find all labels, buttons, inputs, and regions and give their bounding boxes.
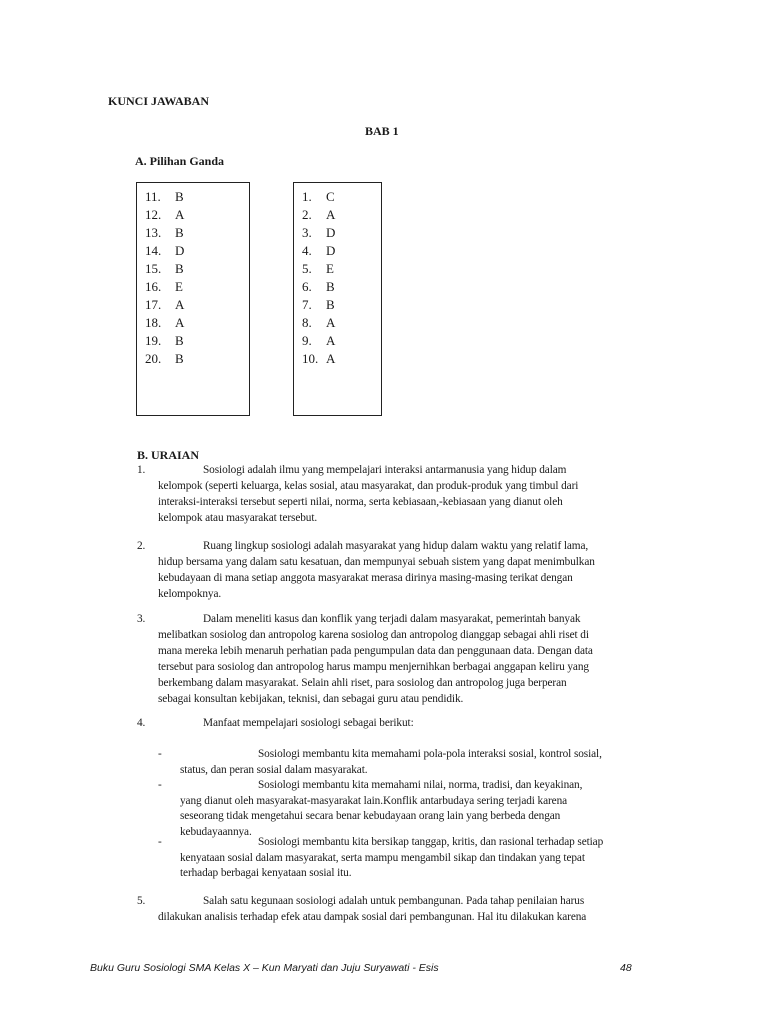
answer-number: 5. bbox=[302, 261, 312, 276]
answer-number: 1. bbox=[302, 189, 312, 204]
answer-letter: B bbox=[175, 261, 184, 276]
essay-line: melibatkan sosiolog dan antropolog karena sosiolog dan antropolog dianggap sebagai ahli riset di bbox=[158, 629, 589, 641]
answer-letter: B bbox=[175, 189, 184, 204]
answer-item bbox=[302, 188, 335, 206]
answer-number: 8. bbox=[302, 315, 312, 330]
answer-item bbox=[302, 260, 335, 278]
answer-letter: A bbox=[175, 207, 185, 222]
bullet-line: yang dianut oleh masyarakat-masyarakat lain.Konflik antarbudaya sering terjadi karena bbox=[180, 794, 568, 807]
answer-item bbox=[145, 224, 184, 242]
essay-line: hidup bersama yang dalam satu kesatuan, dan mempunyai sebuah sistem yang dapat menimbulkan bbox=[158, 556, 595, 568]
essay-number: 4. bbox=[137, 717, 146, 729]
essay-line: mana mereka lebih menaruh perhatian pada pengumpulan data dan penggunaan data. Dengan data bbox=[158, 645, 593, 657]
answer-number: 16. bbox=[145, 279, 162, 294]
answer-letter: D bbox=[326, 225, 336, 240]
answer-letter: B bbox=[175, 333, 184, 348]
answer-item bbox=[145, 206, 184, 224]
answer-item bbox=[145, 278, 184, 296]
essay-line: kebudayaan di mana setiap anggota masyarakat merasa dirinya masing-masing terikat dengan bbox=[158, 572, 573, 584]
essay-line: berkembang dalam masyarakat. Selain ahli riset, para sosiolog dan antropolog juga berperan bbox=[158, 677, 567, 689]
bullet-line: seseorang tidak mengetahui secara benar kebudayaan orang lain yang berbeda dengan bbox=[180, 810, 561, 822]
answer-number: 15. bbox=[145, 261, 162, 276]
answer-letter: A bbox=[326, 333, 336, 348]
essay-number: 2. bbox=[137, 540, 146, 552]
essay-line: Sosiologi adalah ilmu yang mempelajari interaksi antarmanusia yang hidup dalam bbox=[203, 464, 567, 476]
answer-number: 12. bbox=[145, 207, 162, 222]
page-title: KUNCI JAWABAN bbox=[108, 94, 210, 108]
essay-line: Dalam meneliti kasus dan konflik yang terjadi dalam masyarakat, pemerintah banyak bbox=[203, 613, 581, 625]
answer-number: 9. bbox=[302, 333, 312, 348]
essay-line: Manfaat mempelajari sosiologi sebagai berikut: bbox=[203, 717, 414, 729]
answer-item bbox=[302, 224, 335, 242]
bullet-line: Sosiologi membantu kita bersikap tanggap, kritis, dan rasional terhadap setiap bbox=[258, 836, 604, 848]
answer-number: 3. bbox=[302, 225, 312, 240]
answer-item bbox=[145, 332, 184, 350]
answer-list-left bbox=[145, 188, 184, 368]
bullet-line: kenyataan sosial dalam masyarakat, serta mampu mengambil sikap dan tindakan yang tepat bbox=[180, 851, 585, 864]
bullet-line: terhadap berbagai kenyataan sosial itu. bbox=[180, 867, 352, 879]
answer-letter: B bbox=[326, 279, 335, 294]
bullet-line: Sosiologi membantu kita memahami pola-pola interaksi sosial, kontrol sosial, bbox=[258, 748, 602, 760]
answer-item bbox=[302, 296, 335, 314]
answer-number: 7. bbox=[302, 297, 312, 312]
answer-letter: D bbox=[175, 243, 185, 258]
essay-line: interaksi-interaksi tersebut seperti nilai, norma, serta kebiasaan,-kebiasaan yang dianut oleh bbox=[158, 496, 563, 508]
essay-line: Ruang lingkup sosiologi adalah masyarakat yang hidup dalam waktu yang relatif lama, bbox=[203, 540, 589, 552]
answer-letter: D bbox=[326, 243, 336, 258]
page-number: 48 bbox=[620, 962, 632, 974]
essay-line: tersebut para sosiolog dan antropolog harus mampu menjernihkan berbagai anggapan keliru yang bbox=[158, 661, 589, 673]
essay-number: 3. bbox=[137, 613, 146, 625]
answer-item bbox=[145, 296, 184, 314]
footer-text: Buku Guru Sosiologi SMA Kelas X – Kun Maryati dan Juju Suryawati - Esis bbox=[90, 962, 439, 974]
bullet-dash: - bbox=[158, 748, 162, 760]
answer-number: 10. bbox=[302, 351, 319, 366]
answer-number: 13. bbox=[145, 225, 162, 240]
answer-number: 2. bbox=[302, 207, 312, 222]
answer-number: 17. bbox=[145, 297, 162, 312]
answer-letter: B bbox=[175, 351, 184, 366]
answer-number: 20. bbox=[145, 351, 162, 366]
bullet-dash: - bbox=[158, 836, 162, 848]
answer-item bbox=[302, 242, 335, 260]
answer-letter: C bbox=[326, 189, 335, 204]
essay-line: dilakukan analisis terhadap efek atau dampak sosial dari pembangunan. Hal itu dilakukan karena bbox=[158, 911, 587, 923]
answer-item bbox=[302, 206, 335, 224]
bullet-line: kebudayaannya. bbox=[180, 825, 252, 838]
answer-letter: A bbox=[175, 297, 185, 312]
answer-item bbox=[302, 350, 335, 368]
bullet-line: Sosiologi membantu kita memahami nilai, norma, tradisi, dan keyakinan, bbox=[258, 779, 583, 791]
chapter-heading: BAB 1 bbox=[365, 124, 399, 138]
answer-number: 19. bbox=[145, 333, 162, 348]
essay-number: 5. bbox=[137, 895, 146, 907]
answer-list-right bbox=[302, 188, 335, 368]
essay-line: Salah satu kegunaan sosiologi adalah untuk pembangunan. Pada tahap penilaian harus bbox=[203, 895, 585, 907]
answer-letter: E bbox=[175, 279, 183, 294]
answer-letter: B bbox=[175, 225, 184, 240]
essay-line: kelompoknya. bbox=[158, 588, 222, 600]
section-a-heading: A. Pilihan Ganda bbox=[135, 154, 225, 168]
answer-item bbox=[302, 314, 335, 332]
answer-item bbox=[145, 242, 184, 260]
answer-number: 18. bbox=[145, 315, 162, 330]
answer-number: 6. bbox=[302, 279, 312, 294]
answer-letter: A bbox=[326, 351, 336, 366]
answer-letter: A bbox=[175, 315, 185, 330]
answer-letter: A bbox=[326, 207, 336, 222]
essay-line: kelompok (seperti keluarga, kelas sosial, atau masyarakat, dan produk-produk yang timbul dari bbox=[158, 480, 579, 492]
answer-item bbox=[145, 188, 184, 206]
answer-number: 4. bbox=[302, 243, 312, 258]
answer-number: 11. bbox=[145, 189, 161, 204]
essay-number: 1. bbox=[137, 464, 146, 476]
answer-item bbox=[302, 278, 335, 296]
section-b-heading: B. URAIAN bbox=[137, 448, 200, 462]
answer-number: 14. bbox=[145, 243, 162, 258]
answer-letter: E bbox=[326, 261, 334, 276]
bullet-line: status, dan peran sosial dalam masyarakat. bbox=[180, 763, 368, 776]
answer-item bbox=[145, 260, 184, 278]
answer-item bbox=[145, 350, 184, 368]
bullet-dash: - bbox=[158, 779, 162, 791]
answer-item bbox=[145, 314, 184, 332]
essay-line: kelompok atau masyarakat tersebut. bbox=[158, 512, 318, 524]
answer-letter: B bbox=[326, 297, 335, 312]
answer-item bbox=[302, 332, 335, 350]
essay-line: sebagai konsultan kebijakan, teknisi, dan sebagai guru atau pendidik. bbox=[158, 693, 464, 705]
answer-letter: A bbox=[326, 315, 336, 330]
